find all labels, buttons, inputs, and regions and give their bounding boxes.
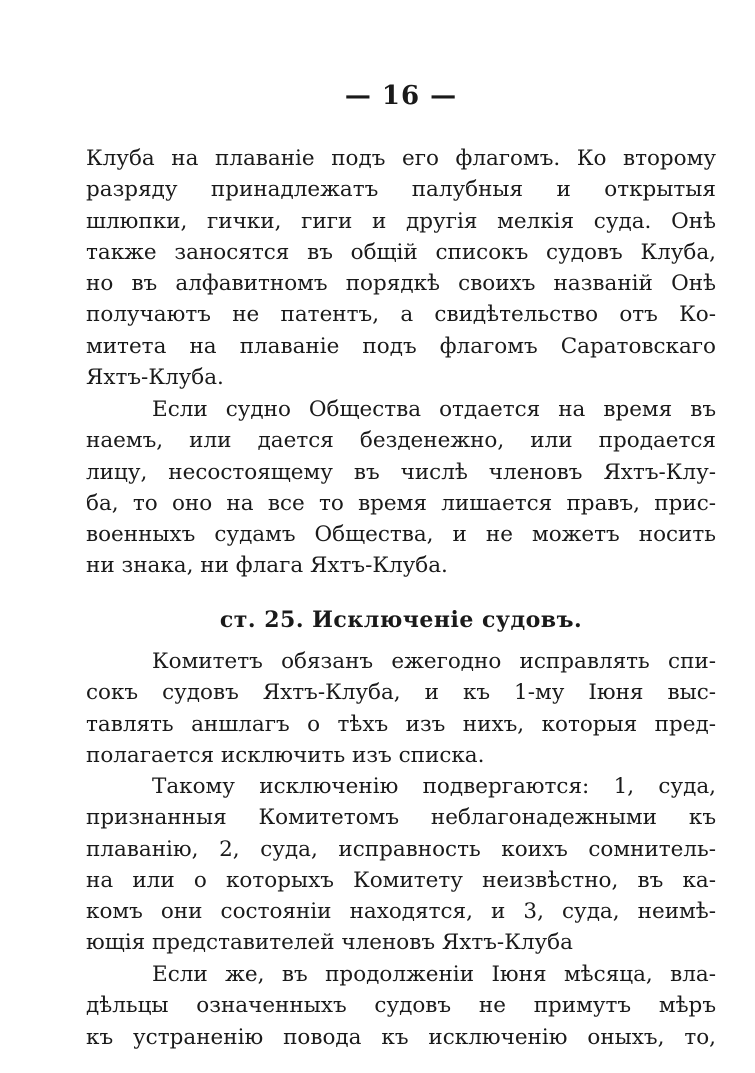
- text-line: Если судно Общества отдается на время въ: [152, 397, 716, 422]
- text-line: къ устраненiю повода къ исключенiю оныхъ, то,: [86, 1024, 716, 1050]
- text-line: но въ алфавитномъ порядкѣ своихъ названiй Онѣ: [86, 271, 716, 297]
- text-line: Такому исключенiю подвергаются: 1, суда,: [152, 774, 716, 799]
- text-line: Если же, въ продолженiи Iюня мѣсяца, вла-: [152, 962, 716, 987]
- text-line: также заносятся въ общiй списокъ судовъ Клуба,: [86, 239, 716, 265]
- text-line: шлюпки, гички, гиги и другiя мелкiя суда. Онѣ: [86, 208, 716, 234]
- text-line: митета на плаванiе подъ флагомъ Саратовскаго: [86, 333, 716, 359]
- text-line: Клуба на плаванiе подъ его флагомъ. Ко второму: [86, 146, 716, 171]
- paragraph-exclusion-criteria: [86, 771, 716, 959]
- section-heading: ст. 25. Исключенiе судовъ.: [219, 607, 583, 633]
- text-line: Яхтъ-Клуба.: [86, 365, 224, 391]
- text-line: ющiя представителей членовъ Яхтъ-Клуба: [86, 930, 573, 956]
- text-line: разряду принадлежатъ палубныя и открытыя: [86, 177, 716, 203]
- text-line: лицу, несостоящему въ числѣ членовъ Яхтъ-Клу-: [86, 459, 716, 485]
- text-line: на или о которыхъ Комитету неизвѣстно, въ ка-: [86, 867, 716, 893]
- text-line: ба, то оно на все то время лишается правъ, прис-: [86, 490, 716, 516]
- text-line: Комитетъ обязанъ ежегодно исправлять спи-: [152, 649, 716, 674]
- text-line: сокъ судовъ Яхтъ-Клуба, и къ 1-му Iюня выс-: [86, 680, 716, 706]
- text-line: плаванiю, 2, суда, исправность коихъ сомнитель-: [86, 836, 716, 862]
- text-line: получаютъ не патентъ, а свидѣтельство отъ Ко-: [86, 302, 716, 328]
- text-line: военныхъ судамъ Общества, и не можетъ носить: [86, 522, 716, 548]
- text-line: дѣльцы означенныхъ судовъ не примутъ мѣръ: [86, 993, 716, 1019]
- text-line: ни знака, ни флага Яхтъ-Клуба.: [86, 553, 448, 579]
- text-line: тавлять аншлагъ о тѣхъ изъ нихъ, которыя пред-: [86, 711, 716, 737]
- paragraph-owners-measures: [86, 959, 716, 1053]
- text-line: наемъ, или дается безденежно, или продается: [86, 428, 716, 454]
- paragraph-continuation: [86, 143, 716, 393]
- paragraph-committee-duty: [86, 646, 716, 771]
- text-line: полагается исключить изъ списка.: [86, 742, 485, 768]
- text-line: признанныя Комитетомъ неблагонадежными къ: [86, 805, 716, 831]
- page-number: — 16 —: [344, 81, 458, 111]
- text-line: комъ они состоянiи находятся, и 3, суда, неимѣ-: [86, 899, 716, 925]
- paragraph-rental-rule: [86, 394, 716, 582]
